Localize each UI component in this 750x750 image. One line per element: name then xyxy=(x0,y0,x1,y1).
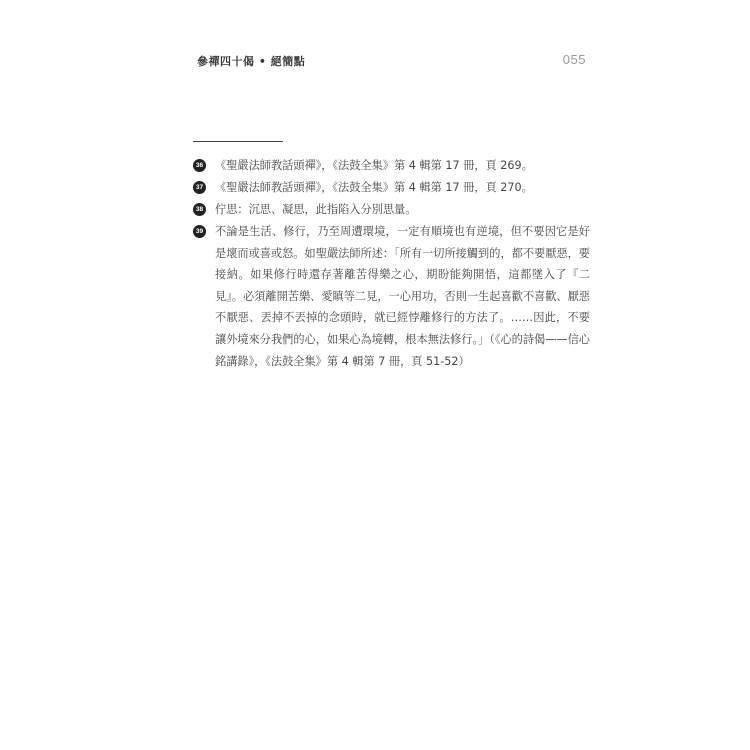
footnote-text: 佇思：沉思、凝思，此指陷入分別思量。 xyxy=(215,202,417,216)
footnote xyxy=(193,199,590,221)
footnote-text: 不論是生活、修行，乃至周遭環境，一定有順境也有逆境，但不要因它是好是壞而或喜或怒。如聖嚴法師所述：「所有一切所接觸到的，都不要厭惡，要接納。如果修行時還存著離苦得樂之心，期盼能夠開悟，這都墜入了『二見』。必須離開苦樂、愛瞋等二見，一心用功，否則一生起喜歡不喜歡、厭惡不厭惡、丟掉不丟掉的念頭時，就已經悖離修行的方法了。……因此，不要讓外境來分我們的心，如果心為境轉，根本無法修行。」（《心的詩偈——信心銘講錄》，《法鼓全集》第 4 輯第 7 冊，頁 51-52） xyxy=(215,224,590,368)
footnotes xyxy=(193,155,590,373)
footnote-text: 《聖嚴法師教話頭禪》，《法鼓全集》第 4 輯第 17 冊，頁 270。 xyxy=(215,180,533,194)
footnote xyxy=(193,177,590,199)
footnote-marker: 37 xyxy=(193,181,206,194)
footnote-text: 《聖嚴法師教話頭禪》，《法鼓全集》第 4 輯第 17 冊，頁 269。 xyxy=(215,159,533,172)
footnote xyxy=(193,155,590,177)
footnote-marker: 39 xyxy=(193,225,206,238)
footnote-rule xyxy=(193,141,283,142)
footnote-marker: 38 xyxy=(193,203,206,216)
page-number: 055 xyxy=(562,52,586,67)
footnote xyxy=(193,221,590,372)
footnote-marker: 36 xyxy=(193,159,206,172)
running-head: 參禪四十偈 • 絕簡點 xyxy=(197,55,306,68)
